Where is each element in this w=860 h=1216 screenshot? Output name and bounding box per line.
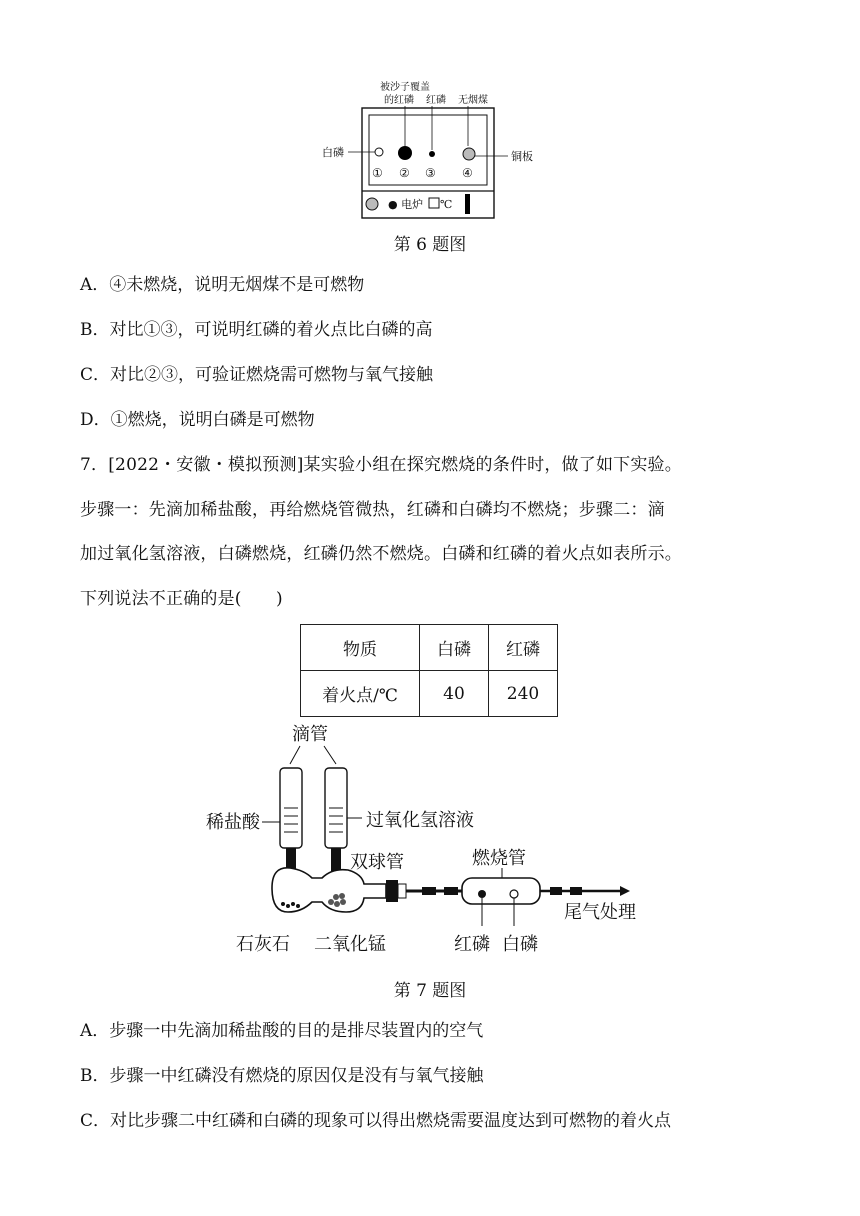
q6-option-c: C．对比②③，可验证燃烧需可燃物与氧气接触 (80, 365, 434, 385)
label-red-phosphorus: 红磷 (426, 95, 446, 106)
table-header-cell: 红磷 (489, 625, 558, 671)
q7-stem-line-3: 加过氧化氢溶液，白磷燃烧，红磷仍然不燃烧。白磷和红磷的着火点如表所示。 (80, 544, 682, 564)
q7-stem-line-1: 7．[2022・安徽・模拟预测]某实验小组在探究燃烧的条件时，做了如下实验。 (80, 455, 682, 475)
label-mno2: 二氧化锰 (314, 934, 386, 955)
figure-6-diagram (320, 78, 550, 224)
label-h2o2: 过氧化氢溶液 (366, 810, 474, 831)
label-sand-covered-2: 的红磷 (384, 95, 414, 106)
q6-option-d: D．①燃烧，说明白磷是可燃物 (80, 410, 315, 430)
q7-stem-line-4: 下列说法不正确的是( ) (80, 589, 283, 609)
figure-7-caption: 第 7 题图 (393, 981, 467, 1001)
q7-stem-line-2: 步骤一：先滴加稀盐酸，再给燃烧管微热，红磷和白磷均不燃烧；步骤二：滴 (80, 500, 665, 520)
table-row (301, 671, 558, 717)
label-white-phosphorus-7: 白磷 (502, 934, 538, 955)
num-2: ② (399, 166, 410, 180)
label-stove: ● 电炉 (388, 198, 424, 211)
table-cell: 40 (420, 671, 489, 717)
table-header-cell: 白磷 (420, 625, 489, 671)
label-red-phosphorus-7: 红磷 (454, 934, 490, 955)
sand-covered-red-phosphorus (398, 146, 412, 160)
q7-option-a: A．步骤一中先滴加稀盐酸的目的是排尽装置内的空气 (80, 1021, 484, 1041)
table-header-cell: 物质 (301, 625, 420, 671)
label-celsius: ℃ (440, 198, 453, 211)
figure-6-caption: 第 6 题图 (393, 235, 467, 255)
num-1: ① (372, 166, 383, 180)
smokeless-coal-dot (463, 148, 475, 160)
q6-option-b: B．对比①③，可说明红磷的着火点比白磷的高 (80, 320, 433, 340)
label-double-bulb: 双球管 (350, 852, 404, 873)
white-phosphorus-dot (375, 148, 383, 156)
combustion-tube (462, 878, 540, 904)
q7-option-c: C．对比步骤二中红磷和白磷的现象可以得出燃烧需要温度达到可燃物的着火点 (80, 1111, 672, 1131)
stove-switch (465, 194, 470, 214)
stove-knob (366, 198, 378, 210)
label-sand-covered-1: 被沙子覆盖 (380, 82, 430, 93)
table-row (301, 625, 558, 671)
stopper (386, 880, 398, 902)
temperature-display (429, 198, 439, 208)
label-copper-plate: 铜板 (511, 150, 533, 163)
white-phosphorus-sample (510, 890, 518, 898)
label-dilute-hcl: 稀盐酸 (206, 812, 260, 833)
table-cell: 240 (489, 671, 558, 717)
num-3: ③ (425, 166, 436, 180)
ignition-point-table (300, 624, 558, 717)
label-exhaust: 尾气处理 (564, 902, 636, 923)
red-phosphorus-sample (478, 890, 486, 898)
figure-7-diagram (200, 718, 660, 956)
red-phosphorus-dot (429, 151, 435, 157)
q7-option-b: B．步骤一中红磷没有燃烧的原因仅是没有与氧气接触 (80, 1066, 484, 1086)
label-combustion-tube: 燃烧管 (472, 848, 526, 869)
table-cell: 着火点/℃ (301, 671, 420, 717)
label-white-phosphorus: 白磷 (322, 146, 344, 159)
num-4: ④ (462, 166, 473, 180)
label-smokeless-coal: 无烟煤 (458, 95, 488, 106)
label-dropper: 滴管 (292, 724, 328, 745)
label-limestone: 石灰石 (236, 934, 290, 955)
q6-option-a: A．④未燃烧，说明无烟煤不是可燃物 (80, 275, 365, 295)
